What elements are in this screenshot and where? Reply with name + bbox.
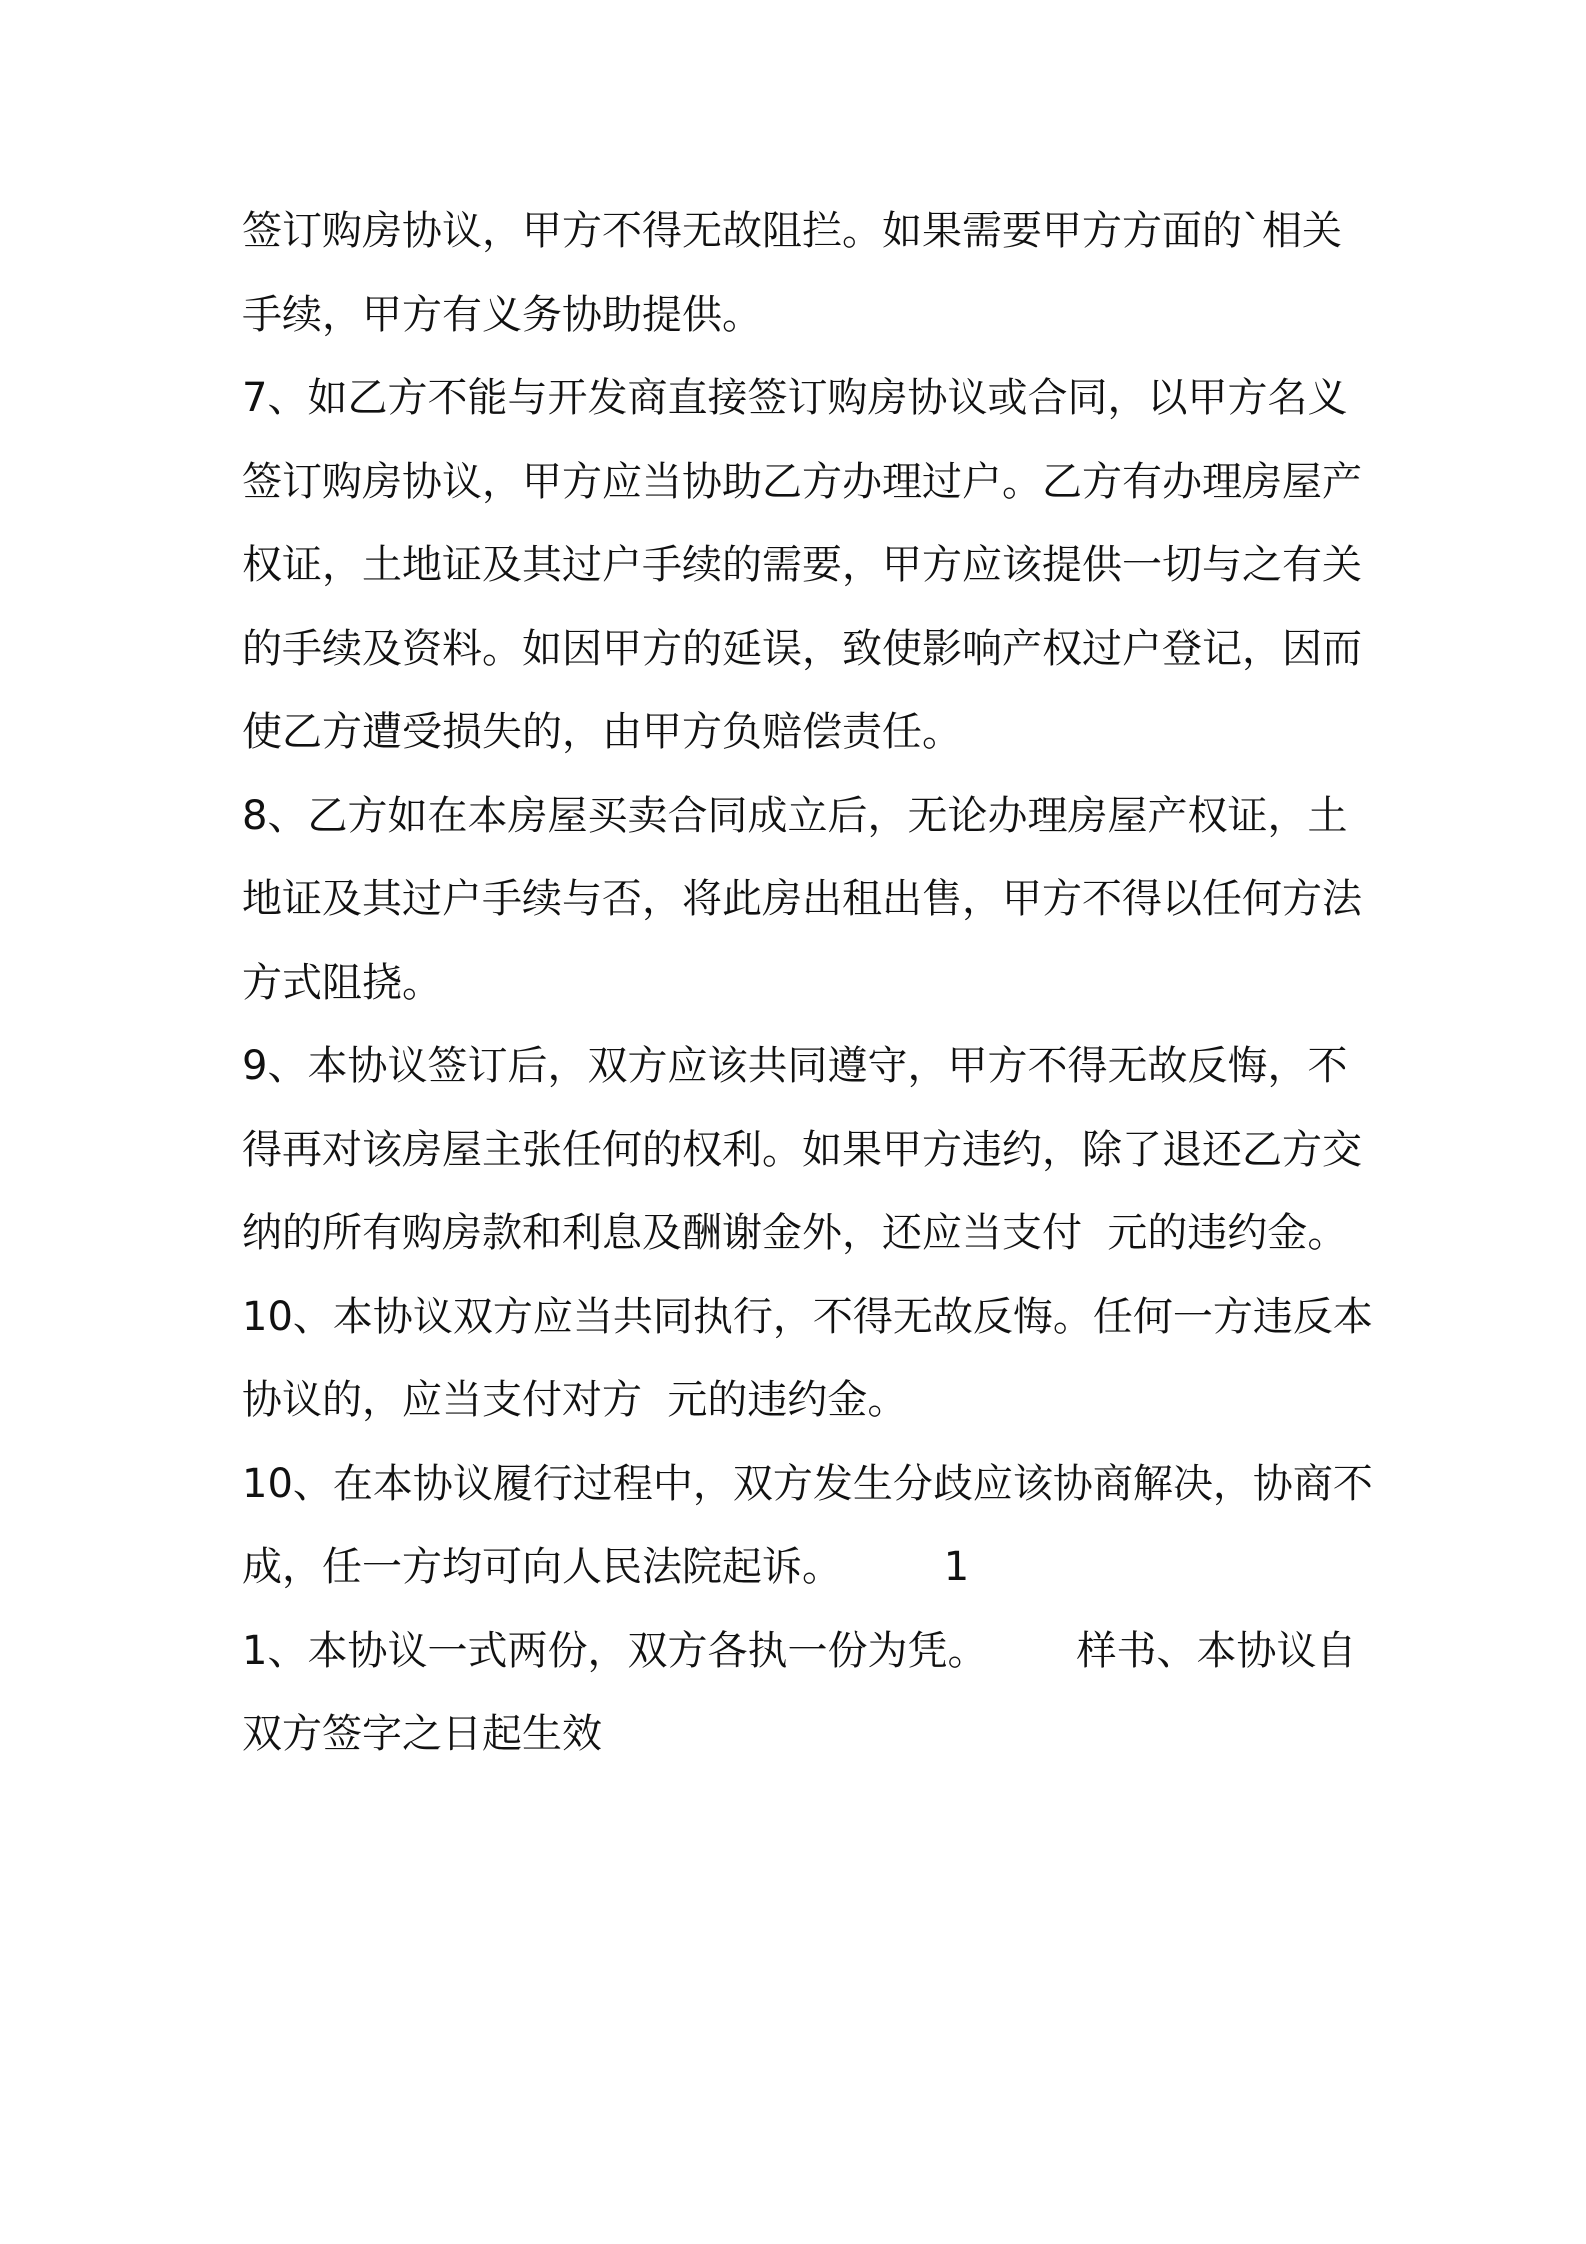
text-line: 纳的所有购房款和利息及酬谢金外，还应当支付 元的违约金。 — [242, 1210, 1348, 1256]
text-line: 1、本协议一式两份，双方各执一份为凭。 样书、本协议自 — [242, 1627, 1357, 1674]
contract-text — [242, 190, 1373, 1777]
text-line: 得再对该房屋主张任何的权利。如果甲方违约，除了退还乙方交 — [242, 1126, 1362, 1173]
text-line: 10、本协议双方应当共同执行，不得无故反悔。任何一方违反本 — [242, 1293, 1373, 1340]
text-line: 9、本协议签订后，双方应该共同遵守，甲方不得无故反悔，不 — [242, 1043, 1348, 1089]
text-line: 签订购房协议，甲方应当协助乙方办理过户。乙方有办理房屋产 — [242, 458, 1362, 505]
text-line: 的手续及资料。如因甲方的延误，致使影响产权过户登记，因而 — [242, 625, 1362, 672]
text-line: 7、如乙方不能与开发商直接签订购房协议或合同，以甲方名义 — [242, 375, 1348, 421]
text-line: 权证，土地证及其过户手续的需要，甲方应该提供一切与之有关 — [242, 542, 1362, 588]
text-line: 手续，甲方有义务协助提供。 — [242, 291, 762, 338]
text-line: 双方签字之日起生效 — [242, 1711, 602, 1757]
text-line: 8、乙方如在本房屋买卖合同成立后，无论办理房屋产权证，土 — [242, 792, 1348, 839]
text-line: 签订购房协议，甲方不得无故阻拦。如果需要甲方方面的`相关 — [242, 208, 1342, 254]
text-line: 地证及其过户手续与否，将此房出租出售，甲方不得以任何方法 — [242, 876, 1362, 922]
text-line: 方式阻挠。 — [242, 959, 442, 1006]
text-line: 成，任一方均可向人民法院起诉。 1 — [242, 1544, 970, 1590]
text-line: 10、在本协议履行过程中，双方发生分歧应该协商解决，协商不 — [242, 1460, 1373, 1507]
text-line: 协议的，应当支付对方 元的违约金。 — [242, 1377, 908, 1423]
text-line: 使乙方遭受损失的，由甲方负赔偿责任。 — [242, 709, 962, 755]
